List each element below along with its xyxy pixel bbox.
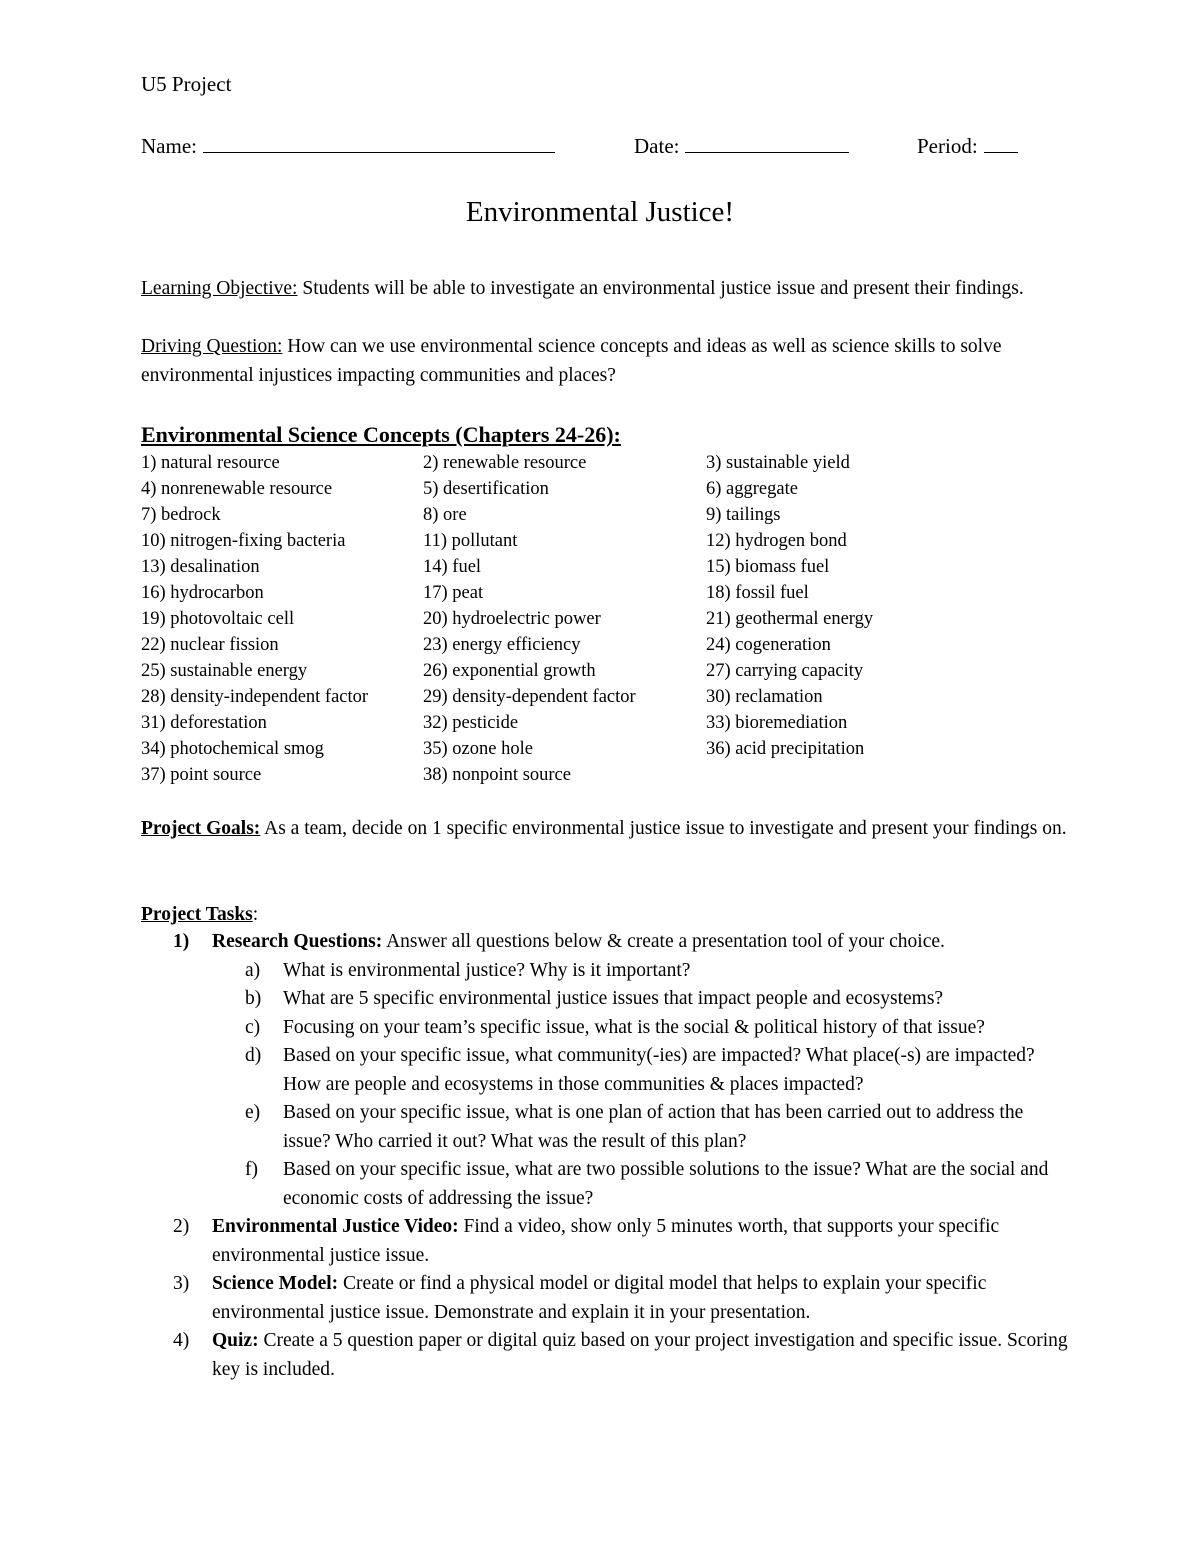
question-item	[141, 1156, 1071, 1213]
task-number: 2)	[173, 1216, 190, 1237]
project-goals	[141, 814, 1071, 843]
concept-item: 7) bedrock	[141, 505, 221, 525]
goals-text: As a team, decide on 1 specific environmental justice issue to investigate and present your findings on.	[260, 818, 1067, 839]
concept-item: 8) ore	[423, 505, 467, 525]
task-label: Science Model:	[212, 1273, 339, 1294]
question-letter: d)	[245, 1045, 262, 1066]
name-blank-line	[203, 134, 555, 153]
task-number: 3)	[173, 1273, 190, 1294]
name-field	[141, 134, 555, 159]
concept-item: 2) renewable resource	[423, 453, 587, 473]
concept-item: 6) aggregate	[706, 479, 798, 499]
goals-label: Project Goals:	[141, 818, 261, 839]
task-item	[141, 928, 1071, 1213]
concept-item: 18) fossil fuel	[706, 583, 809, 603]
question-item	[141, 1042, 1071, 1099]
tasks-heading	[141, 900, 1071, 929]
question-letter: e)	[245, 1102, 261, 1123]
concept-item: 9) tailings	[706, 505, 781, 525]
task-item	[141, 1327, 1071, 1384]
task-text: Create a 5 question paper or digital quiz based on your project investigation and specific issue. Scoring key is included.	[212, 1330, 1068, 1380]
objective-text: Students will be able to investigate an environmental justice issue and present their findings.	[297, 278, 1024, 299]
concept-item: 3) sustainable yield	[706, 453, 850, 473]
task-number: 4)	[173, 1330, 190, 1351]
period-field	[917, 134, 1018, 159]
concept-item: 12) hydrogen bond	[706, 531, 847, 551]
concept-item: 11) pollutant	[423, 531, 518, 551]
concept-item: 28) density-independent factor	[141, 687, 369, 707]
concept-item: 26) exponential growth	[423, 661, 596, 681]
concept-item: 4) nonrenewable resource	[141, 479, 333, 499]
header-label: U5 Project	[141, 72, 232, 96]
info-fields	[141, 134, 1041, 166]
concept-item: 31) deforestation	[141, 713, 267, 733]
question-text: Based on your specific issue, what community(-ies) are impacted? What place(-s) are impacted? How are people and ecosystems in those communities & places impacted?	[283, 1045, 1035, 1095]
concept-item: 14) fuel	[423, 557, 482, 577]
task-label: Environmental Justice Video:	[212, 1216, 459, 1237]
concept-item: 10) nitrogen-fixing bacteria	[141, 531, 346, 551]
task-label: Research Questions:	[212, 931, 383, 952]
concept-item: 23) energy efficiency	[423, 635, 581, 655]
objective-label: Learning Objective:	[141, 278, 298, 299]
tasks-colon: :	[252, 904, 259, 925]
question-letter: f)	[245, 1159, 258, 1180]
task-item	[141, 1270, 1071, 1327]
task-item	[141, 1213, 1071, 1270]
concept-item: 20) hydroelectric power	[423, 609, 601, 629]
driving-text: How can we use environmental science concepts and ideas as well as science skills to solve environmental injustices impacting communities and places?	[141, 336, 1002, 386]
question-text: Based on your specific issue, what are two possible solutions to the issue? What are the social and economic costs of addressing the issue?	[283, 1159, 1049, 1209]
concept-item: 16) hydrocarbon	[141, 583, 264, 603]
concept-item: 19) photovoltaic cell	[141, 609, 295, 629]
name-label: Name:	[141, 134, 197, 158]
concept-item: 37) point source	[141, 765, 262, 785]
page-title: Environmental Justice!	[465, 196, 735, 228]
concept-item: 27) carrying capacity	[706, 661, 864, 681]
question-text: What is environmental justice? Why is it important?	[283, 959, 691, 981]
concept-item: 5) desertification	[423, 479, 549, 499]
question-item	[141, 1099, 1071, 1156]
task-number: 1)	[173, 931, 190, 952]
tasks-label: Project Tasks	[141, 904, 253, 925]
driving-question	[141, 332, 1071, 390]
concept-item: 33) bioremediation	[706, 713, 848, 733]
task-text: Answer all questions below & create a presentation tool of your choice.	[382, 931, 945, 952]
task-text: Create or find a physical model or digital model that helps to explain your specific environmental justice issue. Demonstrate and explain it in your presentation.	[212, 1273, 987, 1323]
driving-label: Driving Question:	[141, 336, 283, 357]
concept-item: 38) nonpoint source	[423, 765, 571, 785]
period-label: Period:	[917, 134, 978, 158]
task-text: Find a video, show only 5 minutes worth, that supports your specific environmental justice issue.	[212, 1216, 1000, 1266]
concepts-heading: Environmental Science Concepts (Chapters 24-26):	[141, 422, 621, 447]
concept-item: 22) nuclear fission	[141, 635, 279, 655]
question-text: Focusing on your team’s specific issue, what is the social & political history of that issue?	[283, 1016, 985, 1038]
date-field	[634, 134, 849, 159]
concept-item: 30) reclamation	[706, 687, 823, 707]
concept-item: 29) density-dependent factor	[423, 687, 636, 707]
concept-item: 24) cogeneration	[706, 635, 831, 655]
concept-item: 36) acid precipitation	[706, 739, 865, 759]
question-item	[141, 985, 1071, 1014]
concept-item: 17) peat	[423, 583, 484, 603]
concept-item: 21) geothermal energy	[706, 609, 874, 629]
question-text: Based on your specific issue, what is one plan of action that has been carried out to address the issue? Who carried it out? What was the result of this plan?	[283, 1102, 1024, 1152]
concept-item: 15) biomass fuel	[706, 557, 830, 577]
tasks-list	[141, 928, 1071, 1384]
learning-objective	[141, 274, 1071, 303]
concept-item: 32) pesticide	[423, 713, 519, 733]
question-text: What are 5 specific environmental justice issues that impact people and ecosystems?	[283, 988, 944, 1009]
question-letter: a)	[245, 959, 261, 981]
concept-item: 35) ozone hole	[423, 739, 533, 759]
question-item	[141, 1014, 1071, 1043]
question-letter: c)	[245, 1016, 261, 1038]
concept-item: 34) photochemical smog	[141, 739, 324, 759]
date-blank-line	[685, 134, 849, 153]
period-blank-line	[984, 134, 1018, 153]
concept-item: 1) natural resource	[141, 453, 280, 473]
concept-item: 13) desalination	[141, 557, 260, 577]
concept-item: 25) sustainable energy	[141, 661, 308, 681]
question-letter: b)	[245, 988, 262, 1009]
date-label: Date:	[634, 134, 680, 158]
question-item	[141, 957, 1071, 986]
task-label: Quiz:	[212, 1330, 259, 1351]
